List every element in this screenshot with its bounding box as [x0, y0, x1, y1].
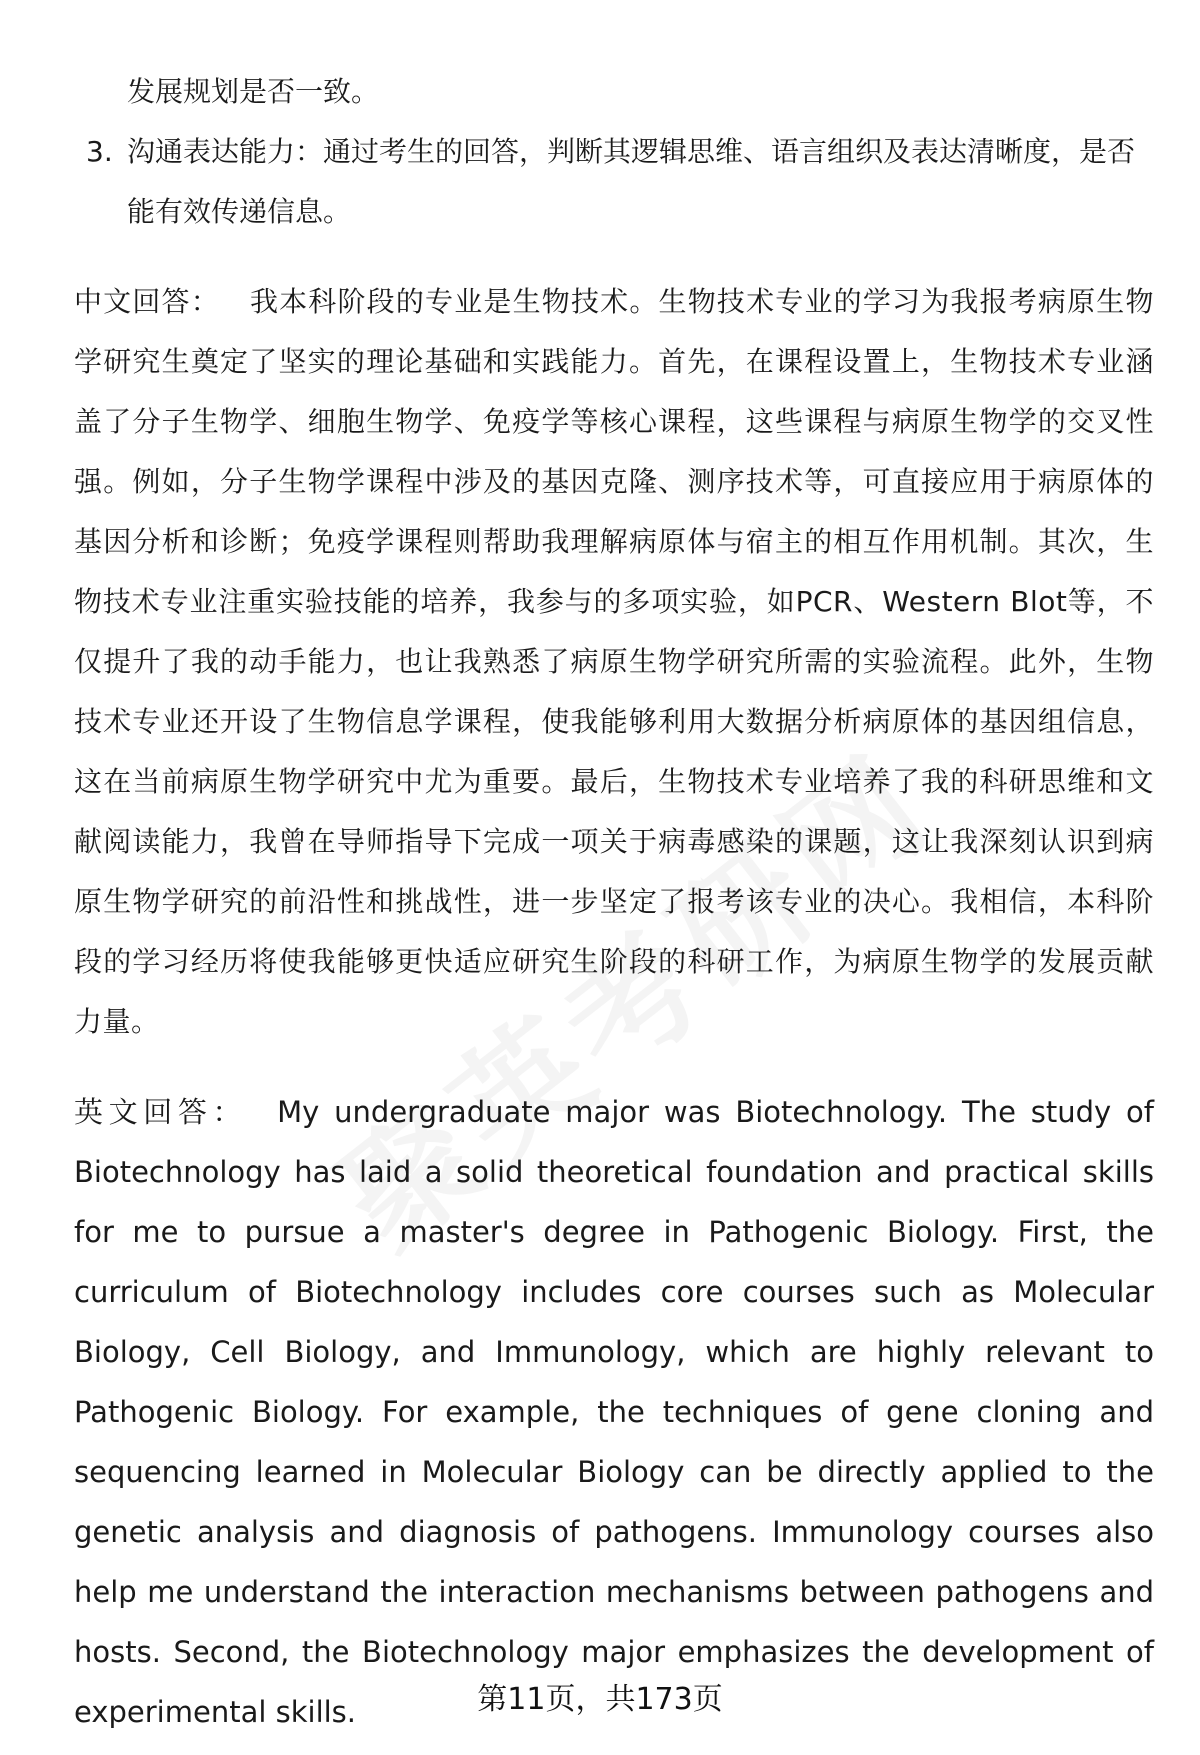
chinese-answer-label: 中文回答：	[74, 285, 220, 318]
english-answer-label: 英文回答：	[74, 1095, 248, 1129]
list-item-continuation: 发展规划是否一致。	[127, 75, 380, 108]
chinese-answer-paragraph	[74, 272, 1154, 1052]
english-answer-text: My undergraduate major was Biotechnology. The study of Biotechnology has laid a solid theoretical foundation and practical skills for me to pursue a master's degree in Pathogenic Biology. First, the curriculum of Biotechnology includes core courses such as Molecular Biology, Cell Biology, and Immunology, which are highly relevant to Pathogenic Biology. For example, the techniques of gene cloning and sequencing learned in Molecular Biology can be directly applied to the genetic analysis and diagnosis of pathogens. Immunology courses also help me understand the interaction mechanisms between pathogens and hosts. Second, the Biotechnology major emphasizes the development of experimental skills.	[74, 1095, 1154, 1729]
chinese-answer-text: 我本科阶段的专业是生物技术。生物技术专业的学习为我报考病原生物学研究生奠定了坚实的理论基础和实践能力。首先，在课程设置上，生物技术专业涵盖了分子生物学、细胞生物学、免疫学等核心课程，这些课程与病原生物学的交叉性强。例如，分子生物学课程中涉及的基因克隆、测序技术等，可直接应用于病原体的基因分析和诊断；免疫学课程则帮助我理解病原体与宿主的相互作用机制。其次，生物技术专业注重实验技能的培养，我参与的多项实验，如PCR、Western Blot等，不仅提升了我的动手能力，也让我熟悉了病原生物学研究所需的实验流程。此外，生物技术专业还开设了生物信息学课程，使我能够利用大数据分析病原体的基因组信息，这在当前病原生物学研究中尤为重要。最后，生物技术专业培养了我的科研思维和文献阅读能力，我曾在导师指导下完成一项关于病毒感染的课题，这让我深刻认识到病原生物学研究的前沿性和挑战性，进一步坚定了报考该专业的决心。我相信，本科阶段的学习经历将使我能够更快适应研究生阶段的科研工作，为病原生物学的发展贡献力量。	[74, 285, 1154, 1038]
list-item-number: 3.	[86, 135, 113, 168]
english-answer-paragraph	[74, 1082, 1154, 1742]
list-item-text: 沟通表达能力：通过考生的回答，判断其逻辑思维、语言组织及表达清晰度，是否能有效传递信息。	[127, 135, 1136, 228]
page-footer: 第11页，共173页	[477, 1682, 723, 1717]
list-item-3	[74, 122, 1154, 242]
page-content	[74, 62, 1154, 1742]
